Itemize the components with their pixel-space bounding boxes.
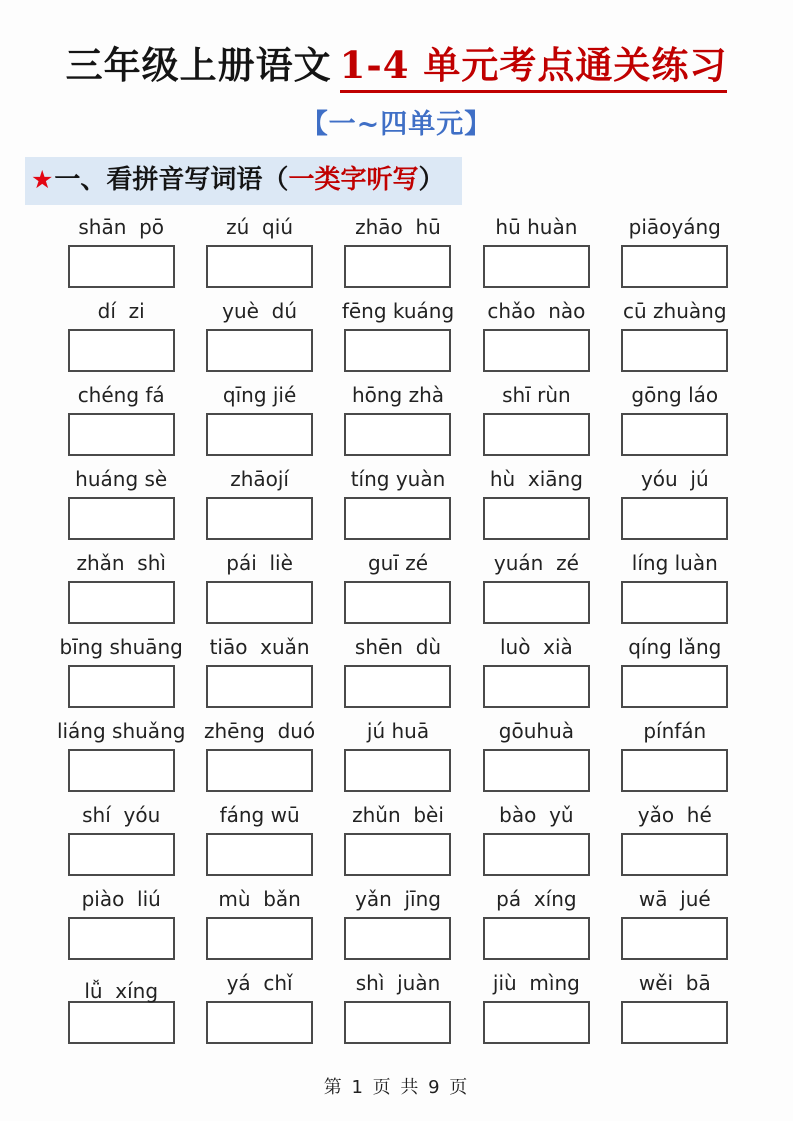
pinyin-word-cell <box>52 215 190 299</box>
answer-box[interactable] <box>206 833 313 876</box>
pinyin-word-cell <box>467 467 605 551</box>
answer-box[interactable] <box>483 1001 590 1044</box>
pinyin-label: hōng zhà <box>351 383 445 408</box>
section-heading <box>25 157 462 205</box>
answer-box[interactable] <box>483 665 590 708</box>
answer-box[interactable] <box>206 917 313 960</box>
answer-box[interactable] <box>344 917 451 960</box>
answer-box[interactable] <box>206 497 313 540</box>
pinyin-label: pái liè <box>226 551 293 576</box>
pinyin-word-cell <box>606 215 744 299</box>
pinyin-label: mù bǎn <box>218 887 301 912</box>
page-number: 第 1 页 共 9 页 <box>323 1077 470 1098</box>
pinyin-word-cell <box>606 887 744 971</box>
answer-box[interactable] <box>483 917 590 960</box>
answer-box[interactable] <box>344 497 451 540</box>
answer-box[interactable] <box>344 833 451 876</box>
pinyin-word-cell <box>467 803 605 887</box>
answer-box[interactable] <box>68 581 175 624</box>
pinyin-word-cell <box>329 551 467 635</box>
pinyin-label: bīng shuāng <box>59 635 183 660</box>
pinyin-word-cell <box>606 803 744 887</box>
pinyin-label: tiāo xuǎn <box>209 635 310 660</box>
answer-box[interactable] <box>621 413 728 456</box>
pinyin-label: hù xiāng <box>489 467 583 492</box>
pinyin-word-cell <box>52 551 190 635</box>
pinyin-word-cell <box>52 635 190 719</box>
pinyin-word-cell <box>606 719 744 803</box>
pinyin-label: piào liú <box>81 887 161 912</box>
pinyin-label: shì juàn <box>355 971 441 996</box>
answer-box[interactable] <box>206 413 313 456</box>
pinyin-label: yóu jú <box>640 467 709 492</box>
pinyin-word-cell <box>606 299 744 383</box>
pinyin-label: shī rùn <box>502 383 571 408</box>
answer-box[interactable] <box>621 581 728 624</box>
pinyin-label: wā jué <box>638 887 711 912</box>
pinyin-word-cell <box>467 299 605 383</box>
pinyin-word-cell <box>606 971 744 1055</box>
pinyin-word-cell <box>606 551 744 635</box>
pinyin-label: shí yóu <box>82 803 161 828</box>
pinyin-label: líng luàn <box>631 551 718 576</box>
pinyin-label: jú huā <box>366 719 430 744</box>
pinyin-word-cell <box>52 887 190 971</box>
pinyin-word-grid <box>52 215 744 1055</box>
answer-box[interactable] <box>68 497 175 540</box>
answer-box[interactable] <box>206 749 313 792</box>
pinyin-label: fēng kuáng <box>341 299 455 324</box>
pinyin-word-cell <box>467 635 605 719</box>
pinyin-word-cell <box>52 803 190 887</box>
answer-box[interactable] <box>206 665 313 708</box>
answer-box[interactable] <box>344 581 451 624</box>
pinyin-label: yuè dú <box>222 299 298 324</box>
section-heading-highlight: 一类字听写 <box>288 165 419 196</box>
pinyin-label: yuán zé <box>493 551 579 576</box>
pinyin-word-cell <box>329 215 467 299</box>
pinyin-word-cell <box>52 971 190 1055</box>
pinyin-label: shān pō <box>78 215 165 240</box>
pinyin-label: liáng shuǎng <box>56 719 186 744</box>
pinyin-label: yá chǐ <box>226 971 293 996</box>
pinyin-label: chéng fá <box>77 383 165 408</box>
answer-box[interactable] <box>621 1001 728 1044</box>
pinyin-word-cell <box>52 383 190 467</box>
pinyin-word-cell <box>190 719 328 803</box>
answer-box[interactable] <box>344 413 451 456</box>
answer-box[interactable] <box>68 413 175 456</box>
pinyin-label: huáng sè <box>75 467 168 492</box>
pinyin-word-cell <box>190 803 328 887</box>
pinyin-label: piāoyáng <box>628 215 721 240</box>
answer-box[interactable] <box>68 917 175 960</box>
answer-box[interactable] <box>68 1001 175 1044</box>
answer-box[interactable] <box>344 665 451 708</box>
pinyin-word-cell <box>467 215 605 299</box>
pinyin-word-cell <box>329 383 467 467</box>
pinyin-label: pínfán <box>643 719 707 744</box>
pinyin-label: pá xíng <box>496 887 577 912</box>
answer-box[interactable] <box>206 1001 313 1044</box>
pinyin-word-cell <box>190 551 328 635</box>
answer-box[interactable] <box>621 917 728 960</box>
page-title-highlight: 1-4 单元考点通关练习 <box>340 43 728 93</box>
pinyin-label: yǎo hé <box>637 803 712 828</box>
pinyin-word-cell <box>467 383 605 467</box>
answer-box[interactable] <box>68 833 175 876</box>
pinyin-label: chǎo nào <box>487 299 586 324</box>
pinyin-label: yǎn jīng <box>355 887 441 912</box>
pinyin-word-cell <box>329 719 467 803</box>
pinyin-label: shēn dù <box>354 635 442 660</box>
pinyin-label: bào yǔ <box>499 803 574 828</box>
pinyin-label: guī zé <box>367 551 429 576</box>
star-icon: ★ <box>31 165 54 195</box>
answer-box[interactable] <box>68 665 175 708</box>
answer-box[interactable] <box>621 329 728 372</box>
pinyin-word-cell <box>190 299 328 383</box>
pinyin-word-cell <box>606 383 744 467</box>
answer-box[interactable] <box>206 329 313 372</box>
answer-box[interactable] <box>621 749 728 792</box>
pinyin-word-cell <box>329 299 467 383</box>
pinyin-word-cell <box>190 635 328 719</box>
page-title <box>0 42 793 88</box>
pinyin-word-cell <box>329 887 467 971</box>
answer-box[interactable] <box>621 833 728 876</box>
pinyin-word-cell <box>190 467 328 551</box>
answer-box[interactable] <box>483 245 590 288</box>
pinyin-label: cū zhuàng <box>623 299 727 324</box>
answer-box[interactable] <box>483 581 590 624</box>
answer-box[interactable] <box>344 749 451 792</box>
pinyin-label: jiù mìng <box>492 971 580 996</box>
pinyin-label: gōng láo <box>631 383 719 408</box>
pinyin-word-cell <box>467 887 605 971</box>
pinyin-word-cell <box>329 971 467 1055</box>
answer-box[interactable] <box>68 329 175 372</box>
answer-box[interactable] <box>621 665 728 708</box>
pinyin-label: hū huàn <box>495 215 578 240</box>
pinyin-word-cell <box>329 803 467 887</box>
answer-box[interactable] <box>68 245 175 288</box>
pinyin-label: luò xià <box>499 635 573 660</box>
pinyin-label: lǚ xíng <box>84 979 159 1004</box>
page-title-main: 三年级上册语文 <box>65 43 332 87</box>
pinyin-label: qíng lǎng <box>628 635 722 660</box>
pinyin-label: zhēng duó <box>204 719 316 744</box>
pinyin-label: gōuhuà <box>498 719 574 744</box>
pinyin-word-cell <box>52 299 190 383</box>
pinyin-word-cell <box>467 551 605 635</box>
answer-box[interactable] <box>483 413 590 456</box>
pinyin-word-cell <box>467 719 605 803</box>
answer-box[interactable] <box>483 833 590 876</box>
pinyin-label: zhāo hū <box>355 215 441 240</box>
section-heading-suffix: ） <box>418 165 445 196</box>
answer-box[interactable] <box>206 245 313 288</box>
pinyin-label: zhāojí <box>230 467 289 492</box>
pinyin-word-cell <box>467 971 605 1055</box>
pinyin-word-cell <box>52 719 190 803</box>
pinyin-word-cell <box>606 635 744 719</box>
pinyin-word-cell <box>52 467 190 551</box>
pinyin-label: fáng wū <box>219 803 300 828</box>
answer-box[interactable] <box>621 497 728 540</box>
pinyin-label: zhǔn bèi <box>352 803 444 828</box>
subtitle-unit-range: 【一~四单元】 <box>300 109 493 141</box>
pinyin-word-cell <box>190 383 328 467</box>
section-heading-prefix: 一、看拼音写词语（ <box>54 165 289 196</box>
answer-box[interactable] <box>483 497 590 540</box>
answer-box[interactable] <box>206 581 313 624</box>
pinyin-word-cell <box>606 467 744 551</box>
answer-box[interactable] <box>344 245 451 288</box>
pinyin-label: zú qiú <box>226 215 293 240</box>
pinyin-word-cell <box>190 215 328 299</box>
pinyin-word-cell <box>329 467 467 551</box>
pinyin-label: dí zi <box>97 299 145 324</box>
pinyin-label: wěi bā <box>638 971 711 996</box>
pinyin-label: tíng yuàn <box>350 467 446 492</box>
answer-box[interactable] <box>344 329 451 372</box>
pinyin-word-cell <box>190 887 328 971</box>
pinyin-word-cell <box>190 971 328 1055</box>
pinyin-word-cell <box>329 635 467 719</box>
answer-box[interactable] <box>621 245 728 288</box>
pinyin-label: zhǎn shì <box>76 551 166 576</box>
answer-box[interactable] <box>68 749 175 792</box>
answer-box[interactable] <box>344 1001 451 1044</box>
pinyin-label: qīng jié <box>222 383 297 408</box>
answer-box[interactable] <box>483 329 590 372</box>
answer-box[interactable] <box>483 749 590 792</box>
